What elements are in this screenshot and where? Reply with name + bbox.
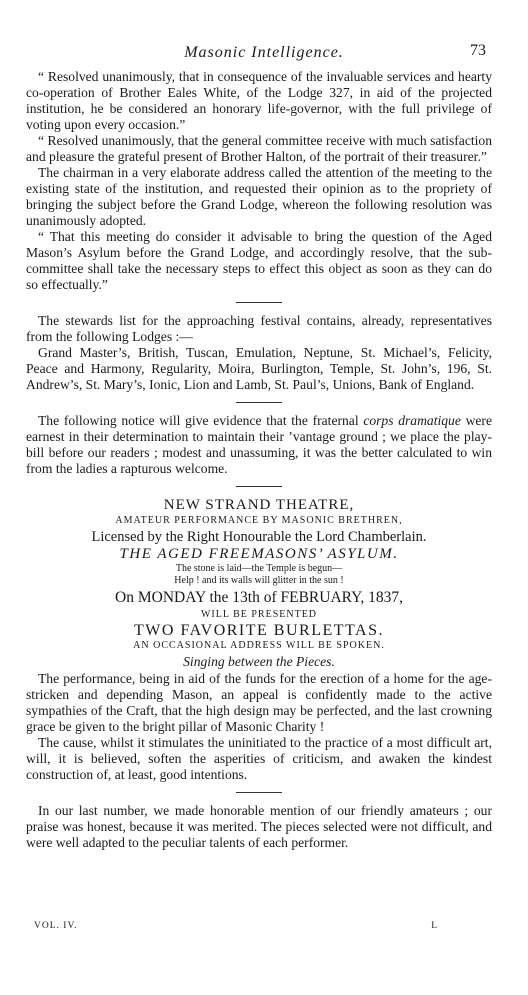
playbill-address: AN OCCASIONAL ADDRESS WILL BE SPOKEN.: [133, 640, 385, 651]
playbill-theatre: NEW STRAND THEATRE,: [163, 497, 355, 513]
resolution-paragraph: “ That this meeting do consider it advisable to bring the question of the Aged Mason’s Asylum before the Grand Lodge, and accordingly resolve, that the sub-committee shall take the necessary steps to effect this object as soon as they can do so effectually.”: [26, 229, 492, 292]
text-run: were earnest in their determination to maintain their ’vantage ground ; we place the play-bill before our readers ; modest and unassuming, it was the better calculated to win from the ladies a rapturous welcome.: [26, 413, 492, 476]
body-paragraph: The performance, being in aid of the funds for the erection of a home for the age-stricken and depending Mason, an appeal is confidently made to the active sympathies of the Craft, that the high design may be perfected, and the last crowning grace be given to the bright pillar of Masonic Charity !: [26, 671, 492, 734]
playbill-motto: The stone is laid—the Temple is begun—: [175, 563, 343, 574]
playbill-singing: Singing between the Pieces.: [183, 654, 335, 669]
section-divider: [236, 402, 282, 403]
page-footer: [34, 921, 438, 931]
page-header: [0, 44, 528, 64]
playbill-will-be: WILL BE PRESENTED: [200, 609, 318, 620]
section-divider: [236, 792, 282, 793]
section-divider: [236, 486, 282, 487]
playbill-amateur: AMATEUR PERFORMANCE BY MASONIC BRETHREN,: [115, 515, 403, 526]
playbill-licensed: Licensed by the Right Honourable the Lord Chamberlain.: [91, 529, 427, 545]
volume-label: VOL. IV.: [34, 921, 78, 931]
italic-phrase: corps dramatique: [363, 413, 461, 428]
article-body: [26, 69, 492, 851]
body-paragraph: [26, 413, 492, 477]
lodge-list: Grand Master’s, British, Tuscan, Emulation, Neptune, St. Michael’s, Felicity, Peace and Harmony, Regularity, Moira, Burlington, Temple, St. John’s, 196, St. Andrew’s, St. Mary’s, Ionic, Lion and Lamb, St. Paul’s, Unions, Bank of England.: [26, 345, 492, 392]
running-title: Masonic Intelligence.: [184, 44, 344, 61]
body-paragraph: In our last number, we made honorable mention of our friendly amateurs ; our praise was honest, because it was merited. The pieces selected were not difficult, and were well adapted to the peculiar talents of each performer.: [26, 803, 492, 850]
text-run: The following notice will give evidence that the fraternal: [38, 413, 364, 428]
playbill: [26, 497, 492, 671]
playbill-asylum: THE AGED FREEMASONS’ ASYLUM.: [119, 546, 399, 562]
playbill-date: On MONDAY the 13th of FEBRUARY, 1837,: [115, 589, 403, 606]
section-divider: [236, 302, 282, 303]
resolution-paragraph: “ Resolved unanimously, that the general committee receive with much satisfaction and pleasure the grateful present of Brother Halton, of the portrait of their treasurer.”: [26, 133, 492, 164]
playbill-motto: Help ! and its walls will glitter in the sun !: [174, 575, 344, 586]
page-number: 73: [470, 42, 486, 59]
body-paragraph: The cause, whilst it stimulates the uninitiated to the practice of a most difficult art, will, it is believed, soften the asperities of criticism, and awaken the kindest construction of, at least, good intentions.: [26, 735, 492, 782]
playbill-burlettas: TWO FAVORITE BURLETTAS.: [134, 622, 384, 639]
body-paragraph: The stewards list for the approaching festival contains, already, representatives from the following Lodges :—: [26, 313, 492, 344]
body-paragraph: The chairman in a very elaborate address called the attention of the meeting to the existing state of the institution, and requested their opinion as to the propriety of bringing the subject before the Grand Lodge, whereon the following resolution was unanimously adopted.: [26, 165, 492, 228]
signature-mark: L: [431, 921, 438, 931]
resolution-paragraph: “ Resolved unanimously, that in consequence of the invaluable services and hearty co-operation of Brother Eales White, of the Lodge 327, in aid of the projected institution, he be considered an honorary life-governor, with the full privilege of voting upon every occasion.”: [26, 69, 492, 132]
